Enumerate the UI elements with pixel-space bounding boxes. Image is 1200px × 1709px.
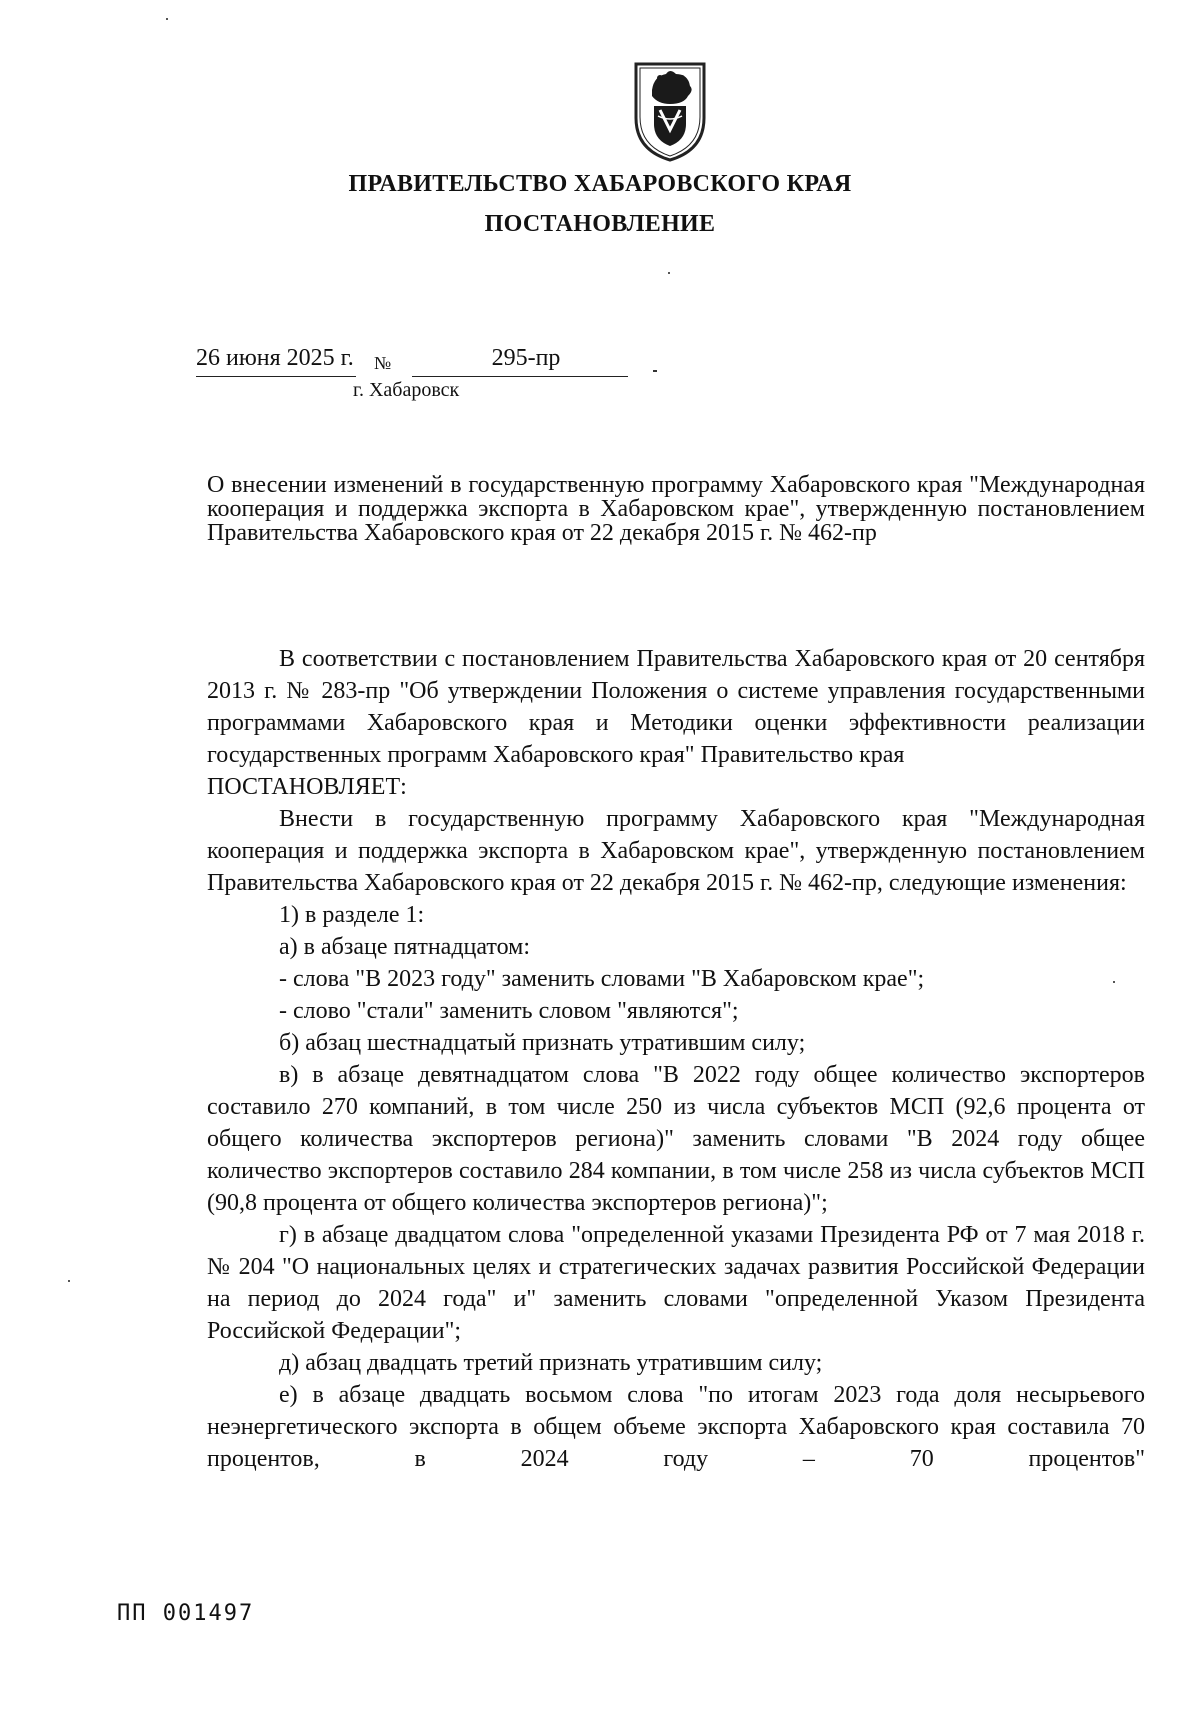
decree-word: ПОСТАНОВЛЯЕТ:: [207, 774, 407, 800]
form-serial-code: ПП 001497: [117, 1601, 255, 1626]
scan-speck: [1113, 981, 1115, 983]
scan-mark: [653, 370, 657, 372]
scan-speck: [166, 18, 168, 20]
number-sign: №: [374, 353, 392, 373]
coat-of-arms-emblem: [630, 60, 710, 162]
document-number: 295-пр: [491, 345, 561, 371]
document-subject: О внесении изменений в государственную программу Хабаровского края "Международная кооперация и поддержка экспорта в Хабаровском крае", утвержденную постановлением Правительства Хабаровского края от 22 декабря 2015 г. № 462-пр: [207, 472, 1145, 546]
list-item: в) в абзаце девятнадцатом слова "В 2022 году общее количество экспортеров составило 270 компаний, в том числе 250 из числа субъектов МСП (92,6 процента от общего количества экспортеров региона)" заменить словами "В 2024 году общее количество экспортеров составило 284 компании, в том числе 258 из числа субъектов МСП (90,8 процента от общего количества экспортеров региона)";: [207, 1062, 1145, 1216]
list-item: а) в абзаце пятнадцатом:: [279, 934, 530, 960]
list-item: б) абзац шестнадцатый признать утратившим силу;: [279, 1030, 806, 1056]
list-item: г) в абзаце двадцатом слова "определенной указами Президента РФ от 7 мая 2018 г. № 204 "О национальных целях и стратегических задачах развития Российской Федерации на период до 2024 года" и" заменить словами "определенной Указом Президента Российской Федерации";: [207, 1222, 1145, 1344]
list-item: - слова "В 2023 году" заменить словами "В Хабаровском крае";: [279, 966, 925, 992]
organization-title: ПРАВИТЕЛЬСТВО ХАБАРОВСКОГО КРАЯ: [348, 171, 852, 197]
document-body: [207, 643, 1145, 1475]
intro-paragraph: Внести в государственную программу Хабаровского края "Международная кооперация и поддержка экспорта в Хабаровском крае", утвержденную постановлением Правительства Хабаровского края от 22 декабря 2015 г. № 462-пр, следующие изменения:: [207, 806, 1145, 896]
preamble-paragraph: В соответствии с постановлением Правительства Хабаровского края от 20 сентября 2013 г. № 283-пр "Об утверждении Положения о системе управления государственными программами Хабаровского края и Методики оценки эффективности реализации государственных программ Хабаровского края" Правительство края: [207, 646, 1145, 768]
number-underline: [412, 376, 628, 377]
document-date: 26 июня 2025 г.: [196, 345, 354, 371]
date-underline: [196, 376, 356, 377]
document-type-title: ПОСТАНОВЛЕНИЕ: [484, 211, 716, 237]
city-label: г. Хабаровск: [353, 379, 460, 401]
scan-speck: [668, 272, 670, 274]
list-item: д) абзац двадцать третий признать утратившим силу;: [279, 1350, 823, 1376]
list-item: - слово "стали" заменить словом "являются";: [279, 998, 739, 1024]
list-item: е) в абзаце двадцать восьмом слова "по итогам 2023 года доля несырьевого неэнергетического экспорта в общем объеме экспорта Хабаровского края составила 70 процентов, в 2024 году – 70 процентов": [207, 1382, 1145, 1472]
scan-speck: [68, 1280, 70, 1282]
list-item: 1) в разделе 1:: [279, 902, 425, 928]
